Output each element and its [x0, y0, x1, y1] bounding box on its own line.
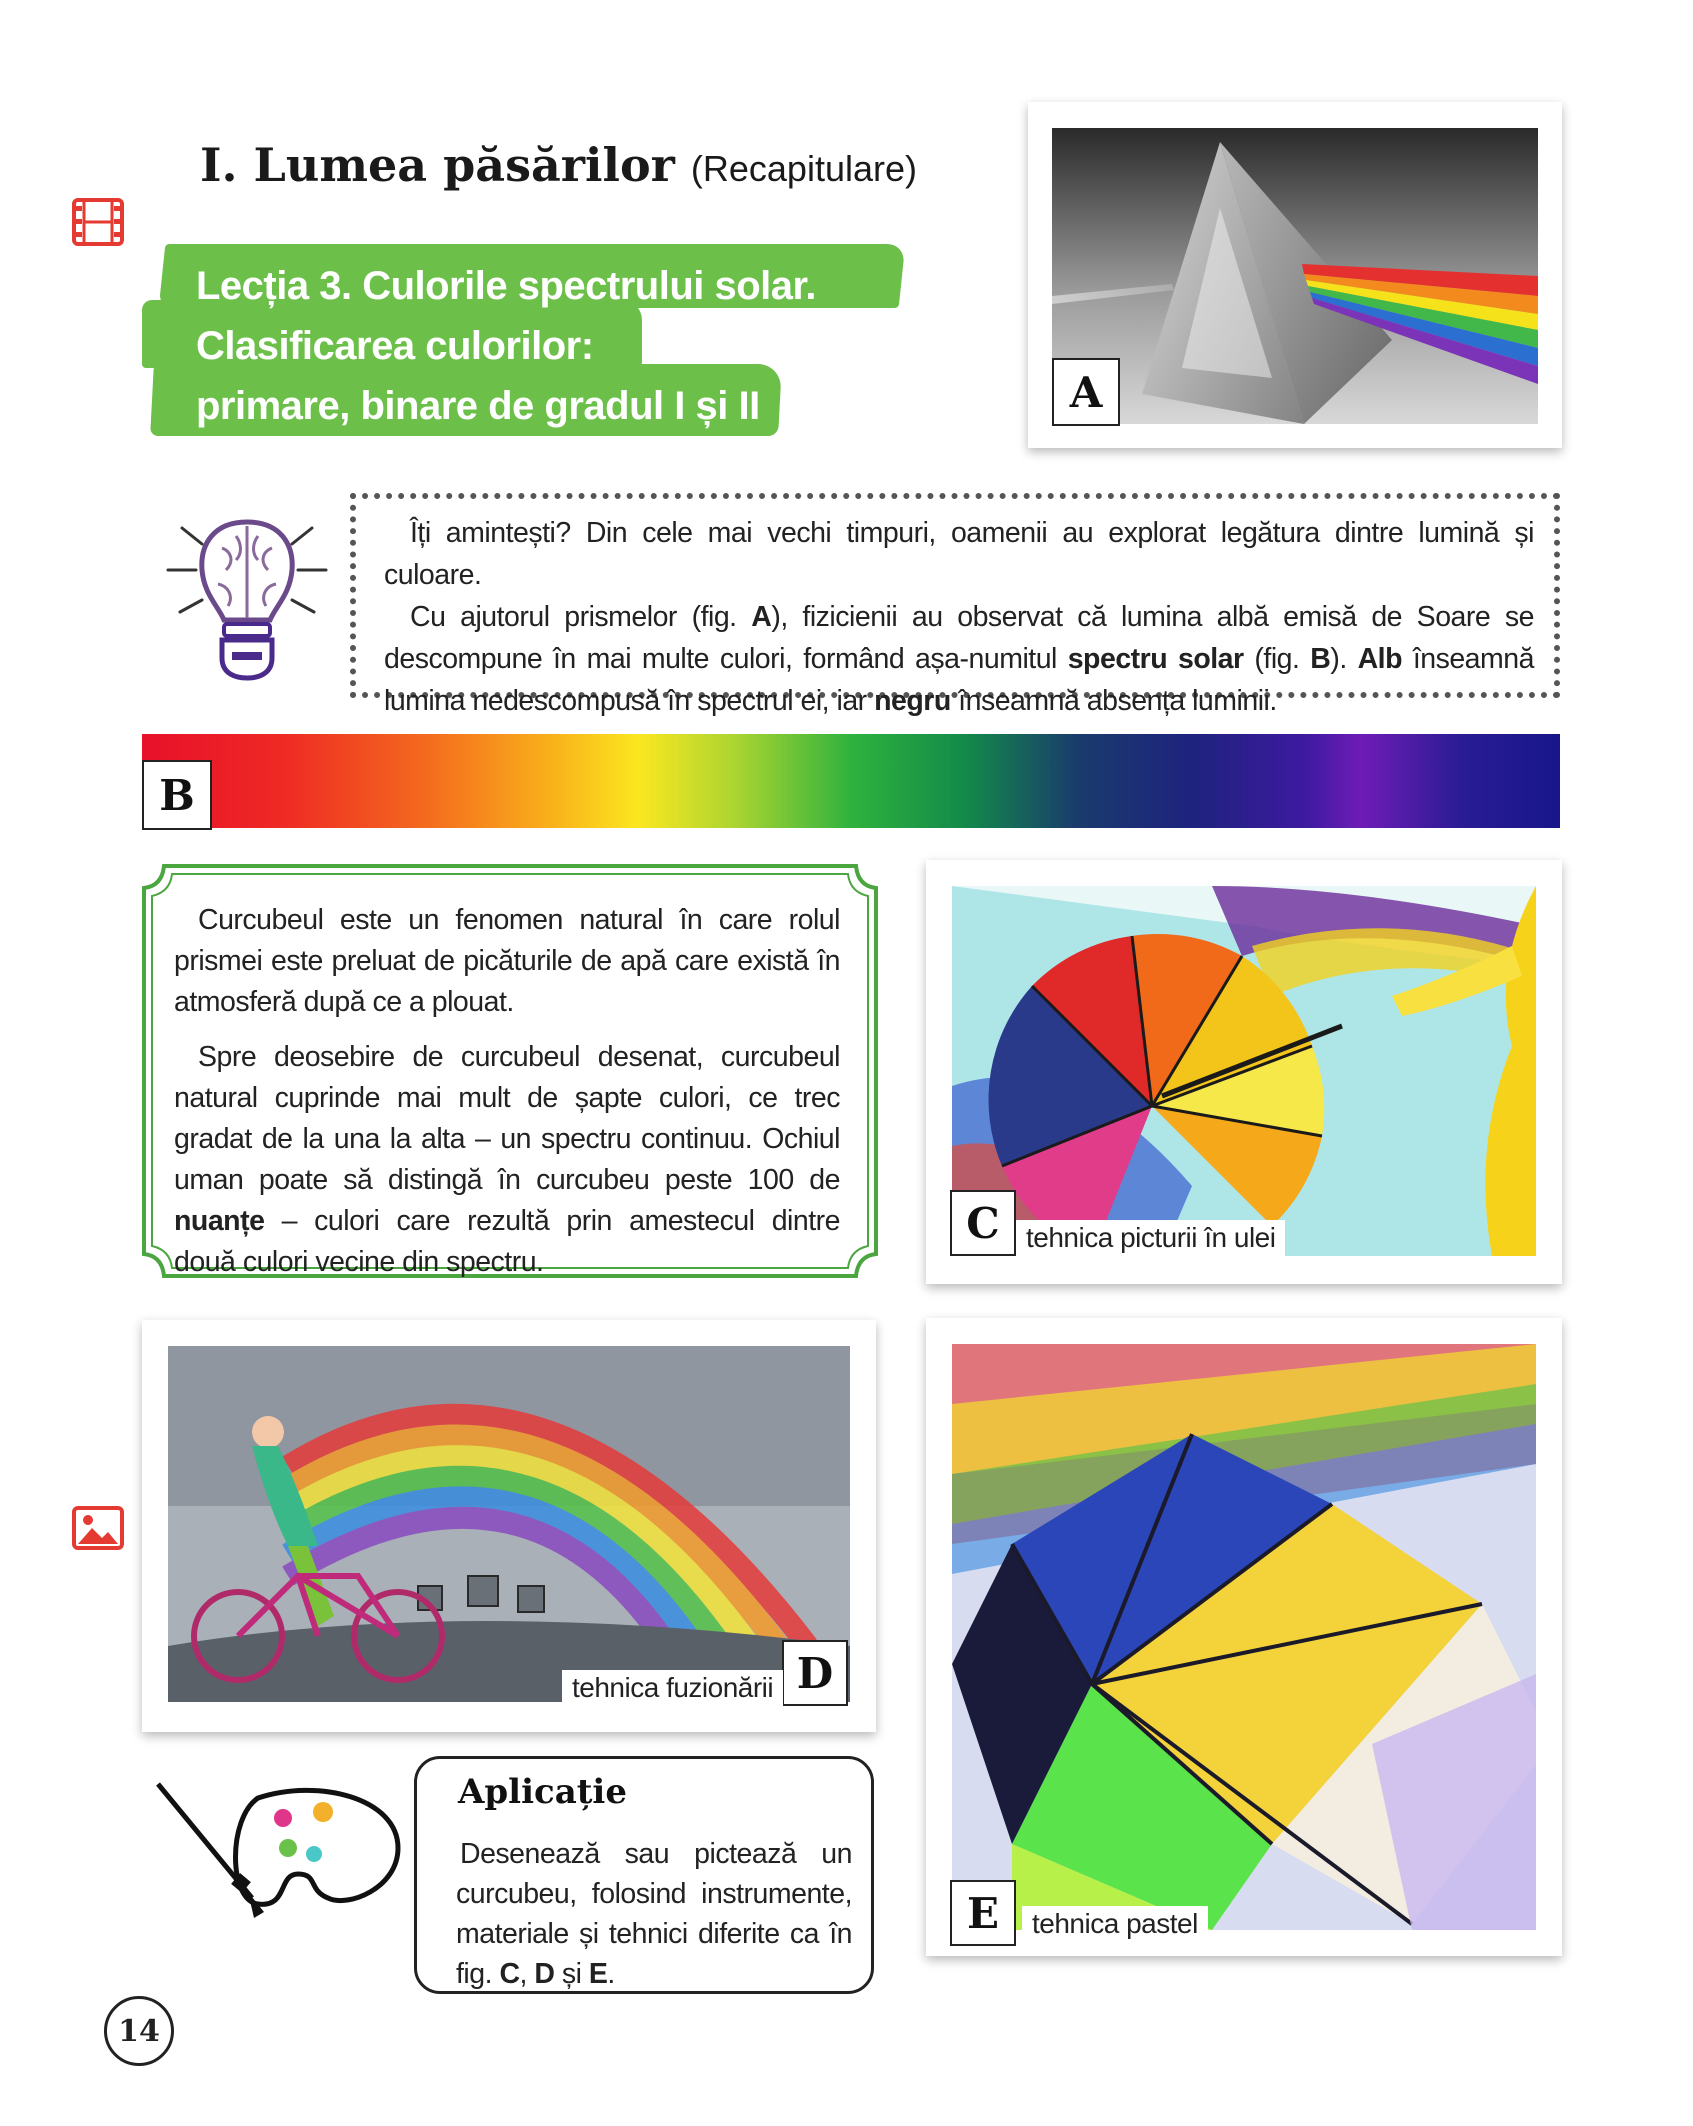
page-title: [200, 138, 917, 192]
figure-c-label: C: [950, 1190, 1016, 1256]
title-main: I. Lumea păsărilor: [200, 138, 675, 192]
lesson-line-3: primare, binare de gradul I și II: [196, 384, 760, 428]
remember-paragraph-2: Cu ajutorul prismelor (fig. A), fizicienii au observat că lumina albă emisă de Soare se descompune în mai multe culori, formând așa-numitul spectru solar (fig. B). Alb înseamnă lumina nedescompusă în spectrul ei, iar negru înseamnă absența luminii.: [384, 601, 1534, 717]
figure-c-frame: [926, 860, 1562, 1284]
lesson-line-2: Clasificarea culorilor:: [196, 324, 594, 368]
lesson-title: [196, 256, 816, 436]
rainbow-text: [174, 900, 840, 1297]
figure-e-pastel-image: [952, 1344, 1536, 1930]
figure-a-label: A: [1052, 358, 1120, 426]
figure-c-oil-painting-image: [952, 886, 1536, 1256]
page-number: 14: [104, 1996, 174, 2066]
image-icon[interactable]: [72, 1506, 124, 1550]
figure-d-caption: tehnica fuzionării: [562, 1670, 783, 1706]
application-text: Desenează sau pictează un curcubeu, folosind instrumente, materiale și tehnici diferite ca în fig. C, D și E.: [456, 1838, 852, 1990]
remember-paragraph-1: Îți amintești? Din cele mai vechi timpuri, oamenii au explorat legătura dintre lumină și culoare.: [384, 517, 1534, 591]
figure-d-watercolor-image: [168, 1346, 850, 1702]
figure-a-prism-image: [1052, 128, 1538, 424]
palette-brush-icon: [148, 1778, 408, 1928]
figure-e-label: E: [950, 1880, 1016, 1946]
figure-c-caption: tehnica picturii în ulei: [1016, 1220, 1285, 1256]
spectrum-bar: [142, 734, 1560, 828]
figure-e-caption: tehnica pastel: [1022, 1906, 1208, 1942]
figure-d-frame: [142, 1320, 876, 1732]
rainbow-paragraph-2: Spre deosebire de curcubeul desenat, curcubeul natural cuprinde mai mult de șapte culori, ce trec gradat de la una la alta – un spectru continuu. Ochiul uman poate să distingă în curcubeu peste 100 de nuanțe – culori care rezultă prin amestecul dintre două culori vecine din spectru.: [174, 1041, 840, 1278]
remember-text: [384, 512, 1534, 722]
figure-b-label: B: [142, 760, 212, 830]
lesson-line-1: Lecția 3. Culorile spectrului solar.: [196, 264, 816, 308]
application-title: Aplicație: [458, 1772, 627, 1812]
figure-e-frame: [926, 1318, 1562, 1956]
figure-a-frame: [1028, 102, 1562, 448]
title-subtitle: (Recapitulare): [690, 148, 917, 189]
rainbow-paragraph-1: Curcubeul este un fenomen natural în care rolul prismei este preluat de picăturile de apă care există în atmosferă după ce a plouat.: [174, 904, 840, 1018]
brain-lightbulb-icon: [162, 508, 332, 684]
figure-d-label: D: [782, 1640, 848, 1706]
film-icon[interactable]: [72, 196, 124, 248]
